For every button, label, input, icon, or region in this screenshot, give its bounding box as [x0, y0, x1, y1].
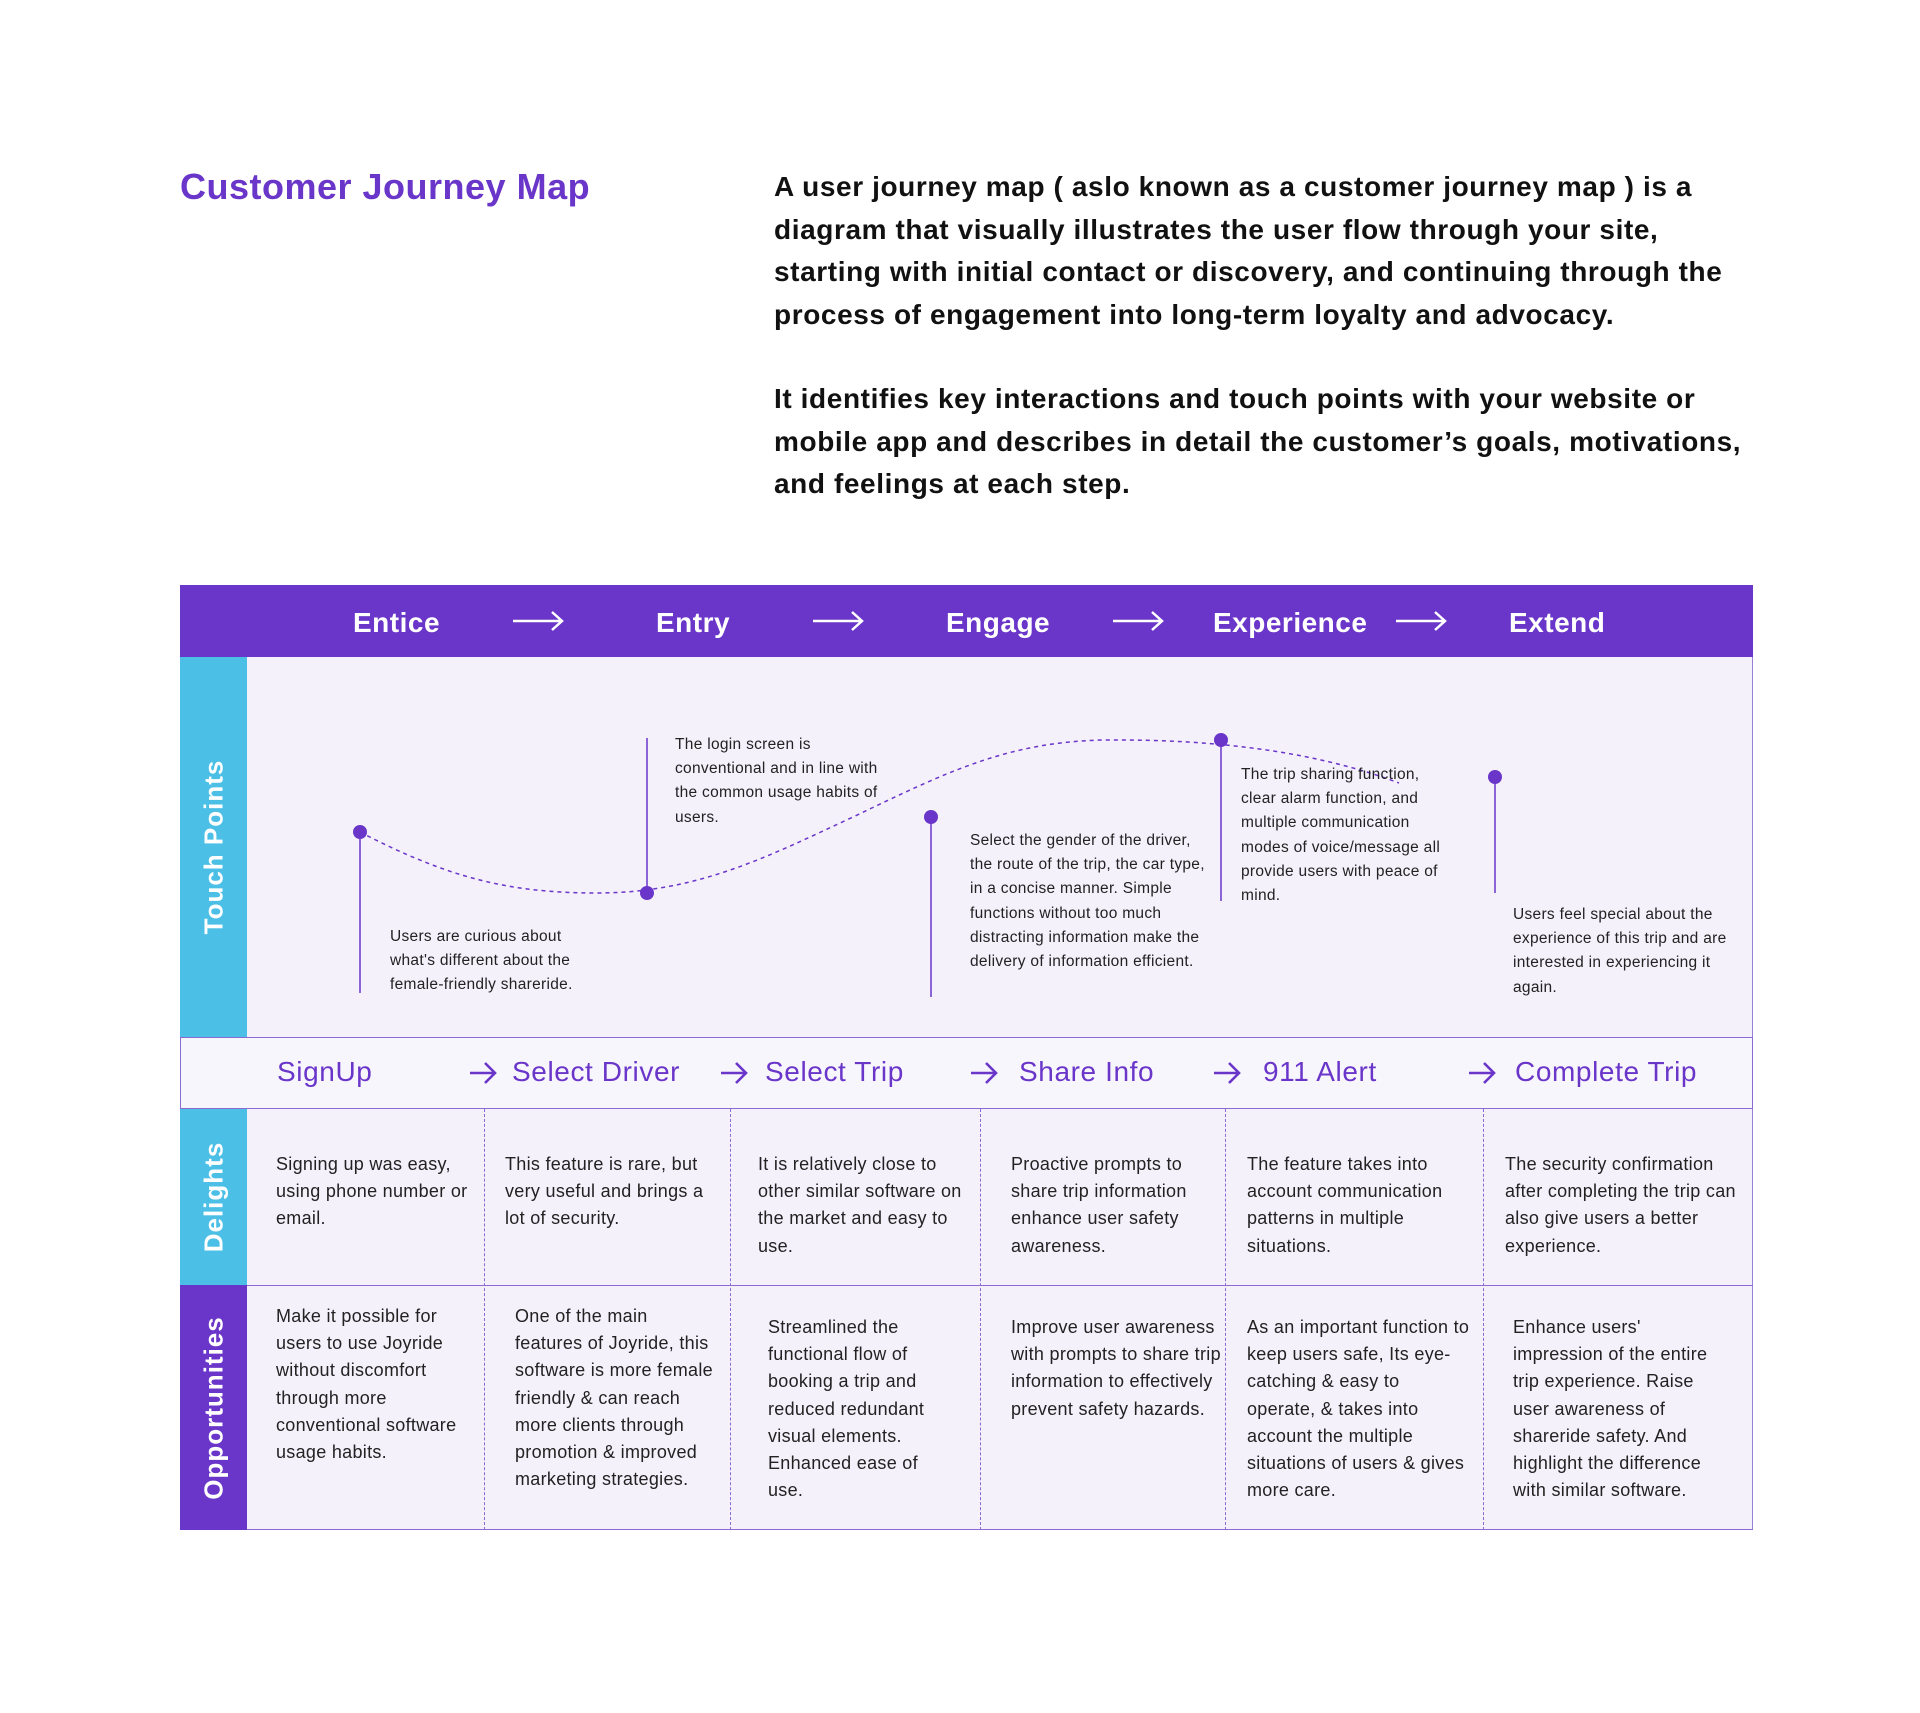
arrow-right-icon: [719, 1058, 749, 1088]
touchpoint-text-engage: Select the gender of the driver, the route of the trip, the car type, in a concise manner. Simple functions without too much distracting information make the delivery of information efficient.: [970, 832, 1205, 971]
step-signup: SignUp: [277, 1056, 373, 1087]
arrow-right-icon: [513, 607, 565, 635]
phase-extend: Extend: [1509, 607, 1606, 638]
arrow-right-icon: [1212, 1058, 1242, 1088]
opportunity-cell: Enhance users' impression of the entire trip experience. Raise user awareness of shareride safety. And highlight the difference with similar software.: [1513, 1317, 1708, 1501]
page-title: Customer Journey Map: [180, 166, 591, 207]
intro-paragraph-1: A user journey map ( aslo known as a customer journey map ) is a diagram that visually illustrates the user flow through your site, starting with initial contact or discovery, and continuing through the process of engagement into long-term loyalty and advocacy.: [774, 171, 1723, 330]
delights-row: [247, 1109, 1753, 1285]
touchpoint-dot: [924, 810, 938, 824]
delight-cell: It is relatively close to other similar software on the market and easy to use.: [758, 1154, 962, 1256]
opportunities-row: [247, 1286, 1753, 1530]
column-divider: [1225, 1109, 1226, 1530]
touchpoint-dot: [640, 886, 654, 900]
intro-paragraph-2: It identifies key interactions and touch points with your website or mobile app and describes in detail the customer’s goals, motivations, and feelings at each step.: [774, 383, 1742, 499]
arrow-right-icon: [1467, 1058, 1497, 1088]
phase-bar: [180, 585, 1753, 657]
step-row: [180, 1037, 1753, 1109]
column-divider: [1483, 1109, 1484, 1530]
touchpoint-dot: [353, 825, 367, 839]
step-select-trip: Select Trip: [765, 1056, 904, 1087]
opportunity-cell: As an important function to keep users safe, Its eye-catching & easy to operate, & takes into account the multiple situations of users & gives more care.: [1247, 1317, 1470, 1501]
touchpoint-text-experience: The trip sharing function, clear alarm function, and multiple communication modes of voice/message all provide users with peace of mind.: [1241, 766, 1441, 905]
step-select-driver: Select Driver: [512, 1056, 681, 1087]
arrow-right-icon: [813, 607, 865, 635]
step-complete-trip: Complete Trip: [1515, 1056, 1698, 1087]
touchpoint-text-entry: The login screen is conventional and in line with the common usage habits of users.: [675, 736, 878, 826]
delights-label: Delights: [180, 1109, 247, 1285]
opportunity-cell: One of the main features of Joyride, this software is more female friendly & can reach more clients through promotion & improved marketing strategies.: [515, 1306, 713, 1490]
delight-cell: The security confirmation after completing the trip can also give users a better experience.: [1505, 1154, 1736, 1256]
phase-engage: Engage: [946, 607, 1051, 638]
delight-cell: Proactive prompts to share trip information enhance user safety awareness.: [1011, 1154, 1187, 1256]
delight-cell: Signing up was easy, using phone number or email.: [276, 1154, 468, 1229]
opportunity-cell: Streamlined the functional flow of booking a trip and reduced redundant visual elements. Enhanced ease of use.: [768, 1317, 925, 1501]
column-divider: [730, 1109, 731, 1530]
delight-cell: The feature takes into account communication patterns in multiple situations.: [1247, 1154, 1443, 1256]
arrow-right-icon: [1113, 607, 1165, 635]
intro-text: [774, 166, 1774, 548]
step-share-info: Share Info: [1019, 1056, 1155, 1087]
step-911-alert: 911 Alert: [1263, 1056, 1377, 1087]
phase-entice: Entice: [353, 607, 441, 638]
phase-experience: Experience: [1213, 607, 1368, 638]
touchpoint-dot: [1488, 770, 1502, 784]
touch-points-panel: [247, 657, 1753, 1037]
opportunities-label: Opportunities: [180, 1285, 247, 1530]
column-divider: [484, 1109, 485, 1530]
phase-entry: Entry: [656, 607, 731, 638]
delight-cell: This feature is rare, but very useful and brings a lot of security.: [505, 1154, 704, 1229]
touchpoint-dot: [1214, 733, 1228, 747]
opportunity-cell: Improve user awareness with prompts to share trip information to effectively prevent safety hazards.: [1011, 1317, 1221, 1419]
touchpoint-text-extend: Users feel special about the experience of this trip and are interested in experiencing it again.: [1513, 906, 1727, 996]
column-divider: [980, 1109, 981, 1530]
touch-points-label: Touch Points: [180, 657, 247, 1037]
journey-map: [180, 585, 1753, 1530]
arrow-right-icon: [969, 1058, 999, 1088]
arrow-right-icon: [1396, 607, 1448, 635]
arrow-right-icon: [468, 1058, 498, 1088]
opportunity-cell: Make it possible for users to use Joyride without discomfort through more conventional software usage habits.: [276, 1306, 457, 1463]
touchpoint-text-entice: Users are curious about what's different about the female-friendly shareride.: [390, 928, 573, 994]
